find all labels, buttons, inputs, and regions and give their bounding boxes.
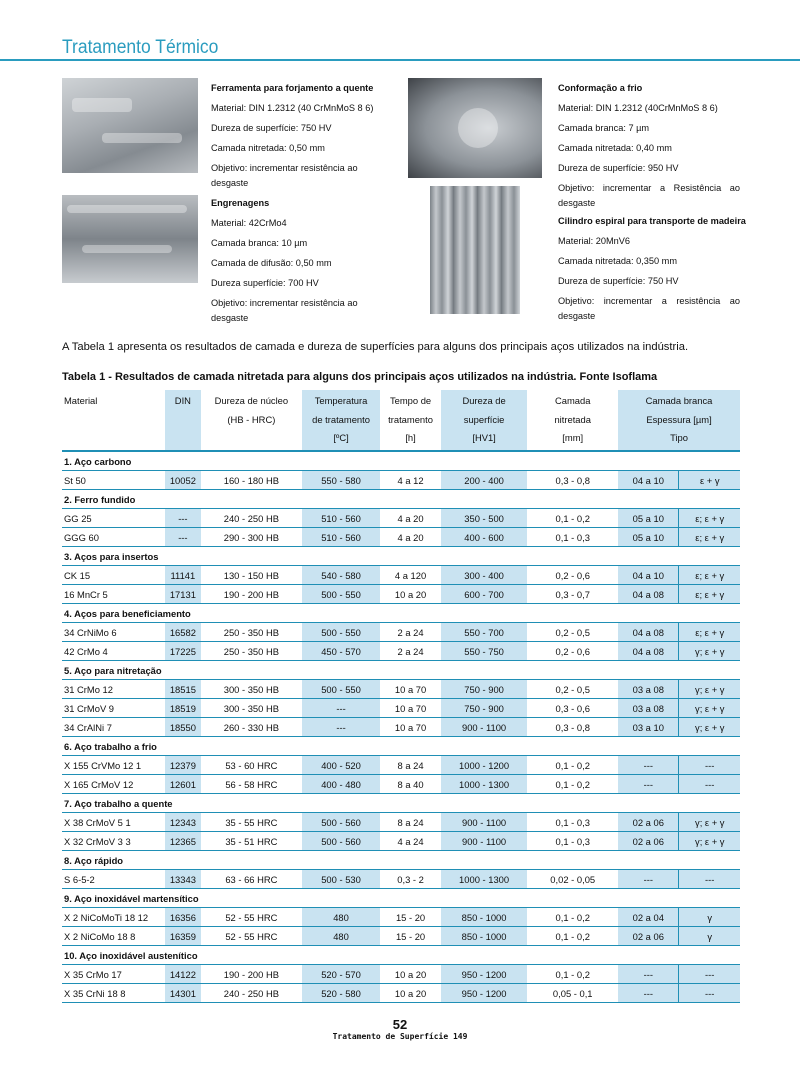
table-cell: 950 - 1200	[441, 984, 528, 1003]
table-cell: 1000 - 1300	[441, 870, 528, 889]
table-cell: 0,1 - 0,2	[527, 908, 618, 927]
table-cell: 14301	[165, 984, 201, 1003]
column-header-line: Tempo de	[389, 395, 432, 406]
table-cell: 12365	[165, 832, 201, 851]
table-row	[62, 699, 740, 718]
table-cell: 500 - 550	[302, 585, 381, 604]
table-cell: 300 - 400	[441, 566, 528, 585]
table-row	[62, 680, 740, 699]
column-header-line: Dureza de	[462, 395, 506, 406]
column-header-line: superfície	[463, 413, 505, 425]
table-cell: 0,1 - 0,3	[527, 832, 618, 851]
table-cell: 10 a 70	[380, 718, 440, 737]
table-cell: 160 - 180 HB	[201, 471, 302, 490]
table-cell: 16 MnCr 5	[62, 585, 165, 604]
table-cell: 8 a 24	[380, 756, 440, 775]
table-cell: 18515	[165, 680, 201, 699]
table-cell: ---	[678, 756, 740, 775]
table-cell: 15 - 20	[380, 927, 440, 946]
table-cell: GGG 60	[62, 528, 165, 547]
section-line: Camada nitretada: 0,50 mm	[211, 143, 325, 153]
table-cell: 31 CrMoV 9	[62, 699, 165, 718]
group-title: 10. Aço inoxidável austenítico	[62, 946, 740, 965]
table-cell: 34 CrAlNi 7	[62, 718, 165, 737]
column-header-line: Temperatura	[314, 395, 368, 406]
column-header-line: de tratamento	[312, 413, 370, 425]
table-cell: 0,2 - 0,6	[527, 566, 618, 585]
header-rule	[0, 59, 800, 61]
table-cell: X 38 CrMoV 5 1	[62, 813, 165, 832]
table-cell: 52 - 55 HRC	[201, 927, 302, 946]
table-cell: CK 15	[62, 566, 165, 585]
spiral-cylinder-photo	[430, 186, 520, 314]
section-line: Dureza de superfície: 950 HV	[558, 163, 679, 173]
section-line: Dureza de superfície: 750 HV	[211, 123, 332, 133]
table-cell: 190 - 200 HB	[201, 965, 302, 984]
table-cell: 550 - 750	[441, 642, 528, 661]
table-cell: γ; ε + γ	[678, 832, 740, 851]
table-cell: 34 CrNiMo 6	[62, 623, 165, 642]
table-row	[62, 623, 740, 642]
table-cell: 15 - 20	[380, 908, 440, 927]
nitriding-results-table	[62, 390, 740, 1003]
column-header	[380, 390, 440, 452]
table-group-row	[62, 661, 740, 680]
group-title: 1. Aço carbono	[62, 452, 740, 471]
table-row	[62, 908, 740, 927]
group-title: 7. Aço trabalho a quente	[62, 794, 740, 813]
table-group-row	[62, 490, 740, 509]
table-cell: 260 - 330 HB	[201, 718, 302, 737]
group-title: 5. Aço para nitretação	[62, 661, 740, 680]
table-group-row	[62, 851, 740, 870]
table-cell: X 2 NiCoMo 18 8	[62, 927, 165, 946]
table-cell: 0,1 - 0,2	[527, 965, 618, 984]
section-line: Material: 42CrMo4	[211, 218, 287, 228]
table-cell: 900 - 1100	[441, 718, 528, 737]
table-cell: 0,1 - 0,2	[527, 756, 618, 775]
section-objective: Objetivo: incrementar resistência ao desgaste	[211, 163, 358, 188]
table-cell: 52 - 55 HRC	[201, 908, 302, 927]
table-cell: 400 - 520	[302, 756, 381, 775]
table-cell: γ; ε + γ	[678, 680, 740, 699]
table-cell: S 6-5-2	[62, 870, 165, 889]
table-cell: X 2 NiCoMoTi 18 12	[62, 908, 165, 927]
table-cell: 05 a 10	[618, 528, 678, 547]
column-header-line: Material	[64, 395, 98, 406]
table-row	[62, 718, 740, 737]
table-cell: ---	[618, 965, 678, 984]
table-cell: 31 CrMo 12	[62, 680, 165, 699]
section-title: Engrenagens	[211, 198, 270, 208]
table-cell: 10 a 70	[380, 680, 440, 699]
table-cell: 63 - 66 HRC	[201, 870, 302, 889]
section-cold-forming	[558, 78, 740, 213]
column-header	[618, 390, 740, 452]
group-title: 3. Aços para insertos	[62, 547, 740, 566]
table-cell: 350 - 500	[441, 509, 528, 528]
table-cell: 10052	[165, 471, 201, 490]
table-cell: 0,2 - 0,5	[527, 680, 618, 699]
table-cell: 0,3 - 2	[380, 870, 440, 889]
table-cell: 510 - 560	[302, 509, 381, 528]
table-row	[62, 642, 740, 661]
table-cell: γ	[678, 908, 740, 927]
column-header	[62, 390, 165, 452]
section-line: Camada de difusão: 0,50 mm	[211, 258, 332, 268]
table-cell: 250 - 350 HB	[201, 623, 302, 642]
table-cell: 290 - 300 HB	[201, 528, 302, 547]
table-cell: 200 - 400	[441, 471, 528, 490]
section-line: Camada nitretada: 0,350 mm	[558, 256, 677, 266]
table-cell: 520 - 570	[302, 965, 381, 984]
table-cell: 190 - 200 HB	[201, 585, 302, 604]
intro-paragraph: A Tabela 1 apresenta os resultados de camada e dureza de superfícies para alguns dos principais aços utilizados na indústria.	[62, 341, 689, 353]
table-cell: 53 - 60 HRC	[201, 756, 302, 775]
section-title: Ferramenta para forjamento a quente	[211, 83, 374, 93]
table-cell: 8 a 24	[380, 813, 440, 832]
section-objective: Objetivo: incrementar a Resistência ao desgaste	[558, 183, 740, 208]
table-cell: ---	[618, 775, 678, 794]
table-cell: 11141	[165, 566, 201, 585]
table-row	[62, 927, 740, 946]
table-row	[62, 870, 740, 889]
section-line: Camada branca: 10 µm	[211, 238, 308, 248]
table-cell: 4 a 120	[380, 566, 440, 585]
table-cell: 600 - 700	[441, 585, 528, 604]
table-cell: 16582	[165, 623, 201, 642]
table-cell: 04 a 08	[618, 585, 678, 604]
table-cell: 4 a 12	[380, 471, 440, 490]
table-cell: 500 - 560	[302, 832, 381, 851]
cold-forming-photo	[408, 78, 542, 178]
table-cell: X 165 CrMoV 12	[62, 775, 165, 794]
table-cell: 12601	[165, 775, 201, 794]
column-header	[165, 390, 201, 452]
table-cell: 550 - 700	[441, 623, 528, 642]
column-header	[302, 390, 381, 452]
table-cell: ε; ε + γ	[678, 585, 740, 604]
table-cell: 0,3 - 0,7	[527, 585, 618, 604]
column-header-line: nitretada	[554, 413, 591, 425]
table-cell: ---	[678, 965, 740, 984]
section-line: Camada branca: 7 µm	[558, 123, 650, 133]
table-row	[62, 471, 740, 490]
table-cell: 510 - 560	[302, 528, 381, 547]
table-cell: 18519	[165, 699, 201, 718]
table-cell: GG 25	[62, 509, 165, 528]
table-cell: 10 a 20	[380, 965, 440, 984]
column-header	[201, 390, 302, 452]
table-cell: 12379	[165, 756, 201, 775]
table-group-row	[62, 946, 740, 965]
table-cell: 02 a 06	[618, 832, 678, 851]
table-cell: 35 - 55 HRC	[201, 813, 302, 832]
table-cell: 0,05 - 0,1	[527, 984, 618, 1003]
table-cell: 450 - 570	[302, 642, 381, 661]
table-cell: 1000 - 1200	[441, 756, 528, 775]
table-cell: 10 a 70	[380, 699, 440, 718]
table-cell: γ; ε + γ	[678, 699, 740, 718]
section-line: Material: DIN 1.2312 (40 CrMnMoS 8 6)	[211, 103, 374, 113]
table-cell: 0,02 - 0,05	[527, 870, 618, 889]
group-title: 4. Aços para beneficiamento	[62, 604, 740, 623]
table-cell: 0,1 - 0,3	[527, 528, 618, 547]
section-spiral-cylinder	[558, 211, 746, 326]
table-cell: γ	[678, 927, 740, 946]
section-line: Material: DIN 1.2312 (40CrMnMoS 8 6)	[558, 103, 718, 113]
table-cell: 04 a 08	[618, 642, 678, 661]
table-cell: 480	[302, 927, 381, 946]
table-cell: 13343	[165, 870, 201, 889]
table-cell: 900 - 1100	[441, 813, 528, 832]
table-group-row	[62, 604, 740, 623]
table-cell: 520 - 580	[302, 984, 381, 1003]
table-cell: ---	[678, 870, 740, 889]
column-header-line: DIN	[174, 395, 191, 406]
group-title: 2. Ferro fundido	[62, 490, 740, 509]
table-cell: 250 - 350 HB	[201, 642, 302, 661]
table-cell: 17131	[165, 585, 201, 604]
table-cell: 0,2 - 0,6	[527, 642, 618, 661]
group-title: 6. Aço trabalho a frio	[62, 737, 740, 756]
table-cell: ---	[165, 509, 201, 528]
gears-photo	[62, 195, 198, 283]
page-number: 52	[392, 1017, 408, 1032]
section-line: Camada nitretada: 0,40 mm	[558, 143, 672, 153]
table-cell: 10 a 20	[380, 585, 440, 604]
table-cell: ε; ε + γ	[678, 623, 740, 642]
table-cell: 03 a 10	[618, 718, 678, 737]
table-cell: 14122	[165, 965, 201, 984]
table-cell: 850 - 1000	[441, 927, 528, 946]
table-cell: γ; ε + γ	[678, 718, 740, 737]
table-row	[62, 965, 740, 984]
table-cell: 4 a 20	[380, 509, 440, 528]
table-cell: ---	[302, 718, 381, 737]
table-cell: 02 a 06	[618, 927, 678, 946]
table-group-row	[62, 737, 740, 756]
table-cell: 1000 - 1300	[441, 775, 528, 794]
table-cell: X 35 CrNi 18 8	[62, 984, 165, 1003]
table-cell: 0,1 - 0,2	[527, 927, 618, 946]
table-cell: 540 - 580	[302, 566, 381, 585]
table-cell: X 155 CrVMo 12 1	[62, 756, 165, 775]
table-cell: 0,1 - 0,2	[527, 509, 618, 528]
table-row	[62, 756, 740, 775]
table-cell: 0,3 - 0,8	[527, 471, 618, 490]
table-cell: 02 a 06	[618, 813, 678, 832]
table-cell: 56 - 58 HRC	[201, 775, 302, 794]
table-row	[62, 585, 740, 604]
table-cell: γ; ε + γ	[678, 813, 740, 832]
table-cell: ---	[678, 984, 740, 1003]
page-header	[0, 0, 800, 62]
table-cell: 4 a 24	[380, 832, 440, 851]
table-cell: 0,3 - 0,8	[527, 718, 618, 737]
table-cell: 480	[302, 908, 381, 927]
column-header	[441, 390, 528, 452]
table-cell: 500 - 530	[302, 870, 381, 889]
table-cell: 18550	[165, 718, 201, 737]
group-title: 9. Aço inoxidável martensítico	[62, 889, 740, 908]
table-cell: 03 a 08	[618, 680, 678, 699]
column-header-line: (HB - HRC)	[227, 413, 276, 425]
page-title: Tratamento Térmico	[62, 37, 219, 58]
section-objective: Objetivo: incrementar resistência ao desgaste	[211, 298, 358, 323]
table-row	[62, 984, 740, 1003]
table-cell: 42 CrMo 4	[62, 642, 165, 661]
table-cell: 900 - 1100	[441, 832, 528, 851]
table-cell: 300 - 350 HB	[201, 680, 302, 699]
table-cell: 04 a 08	[618, 623, 678, 642]
table-cell: ε + γ	[678, 471, 740, 490]
publication-name: Tratamento de Superfície 149	[332, 1032, 468, 1041]
table-group-row	[62, 547, 740, 566]
table-cell: 0,3 - 0,6	[527, 699, 618, 718]
table-cell: ε; ε + γ	[678, 528, 740, 547]
column-header-line: Tipo	[670, 432, 688, 443]
table-cell: 0,1 - 0,3	[527, 813, 618, 832]
section-forging-tool	[211, 78, 374, 193]
table-cell: 550 - 580	[302, 471, 381, 490]
table-cell: 4 a 20	[380, 528, 440, 547]
table-cell: X 32 CrMoV 3 3	[62, 832, 165, 851]
table-group-row	[62, 452, 740, 471]
table-cell: 16359	[165, 927, 201, 946]
table-cell: 04 a 10	[618, 471, 678, 490]
table-cell: 12343	[165, 813, 201, 832]
table-cell: 240 - 250 HB	[201, 984, 302, 1003]
table-cell: ---	[618, 756, 678, 775]
table-cell: 2 a 24	[380, 623, 440, 642]
table-cell: 500 - 550	[302, 623, 381, 642]
section-line: Dureza superfície: 700 HV	[211, 278, 319, 288]
table-cell: 16356	[165, 908, 201, 927]
section-line: Dureza de superfície: 750 HV	[558, 276, 679, 286]
table-row	[62, 509, 740, 528]
section-title: Cilindro espiral para transporte de madeira	[558, 216, 746, 226]
table-cell: 0,2 - 0,5	[527, 623, 618, 642]
table-cell: St 50	[62, 471, 165, 490]
table-row	[62, 832, 740, 851]
table-row	[62, 528, 740, 547]
table-cell: 17225	[165, 642, 201, 661]
table-cell: 750 - 900	[441, 699, 528, 718]
column-header-line: [mm]	[562, 432, 584, 443]
column-header-line: [h]	[405, 432, 416, 443]
table-cell: 8 a 40	[380, 775, 440, 794]
table-cell: 500 - 550	[302, 680, 381, 699]
column-header-line: Camada	[555, 395, 591, 406]
table-cell: ---	[618, 984, 678, 1003]
table-cell: 130 - 150 HB	[201, 566, 302, 585]
section-title: Conformação a frio	[558, 83, 643, 93]
table-cell: ε; ε + γ	[678, 566, 740, 585]
column-header-line: Camada branca	[645, 395, 713, 406]
table-cell: 400 - 480	[302, 775, 381, 794]
table-cell: ε; ε + γ	[678, 509, 740, 528]
table-group-row	[62, 889, 740, 908]
section-objective: Objetivo: incrementar a resistência ao desgaste	[558, 296, 740, 321]
forging-tool-photo	[62, 78, 198, 173]
table-cell: ---	[165, 528, 201, 547]
table-cell: 950 - 1200	[441, 965, 528, 984]
column-header-line: tratamento	[388, 413, 433, 425]
table-cell: 240 - 250 HB	[201, 509, 302, 528]
table-cell: ---	[618, 870, 678, 889]
table-cell: 05 a 10	[618, 509, 678, 528]
table-caption: Tabela 1 - Resultados de camada nitretada para alguns dos principais aços utilizados na indústria. Fonte Isoflama	[62, 371, 658, 383]
table-cell: ---	[302, 699, 381, 718]
table-row	[62, 566, 740, 585]
table-cell: 02 a 04	[618, 908, 678, 927]
column-header	[527, 390, 618, 452]
section-line: Material: 20MnV6	[558, 236, 631, 246]
column-header-line: Dureza de núcleo	[214, 395, 289, 406]
table-cell: γ; ε + γ	[678, 642, 740, 661]
table-cell: X 35 CrMo 17	[62, 965, 165, 984]
table-cell: 35 - 51 HRC	[201, 832, 302, 851]
column-header-line: [ºC]	[333, 432, 349, 443]
table-cell: 10 a 20	[380, 984, 440, 1003]
table-cell: 04 a 10	[618, 566, 678, 585]
column-header-line: [HV1]	[472, 432, 496, 443]
table-cell: 300 - 350 HB	[201, 699, 302, 718]
column-header-line: Espessura [µm]	[646, 413, 712, 425]
table-cell: 03 a 08	[618, 699, 678, 718]
table-cell: 0,1 - 0,2	[527, 775, 618, 794]
table-cell: 850 - 1000	[441, 908, 528, 927]
table-cell: 500 - 560	[302, 813, 381, 832]
table-group-row	[62, 794, 740, 813]
table-header-row	[62, 390, 740, 452]
table-cell: 2 a 24	[380, 642, 440, 661]
table-row	[62, 813, 740, 832]
section-gears	[211, 193, 371, 328]
page-footer	[0, 1017, 800, 1041]
table-cell: 750 - 900	[441, 680, 528, 699]
table-cell: ---	[678, 775, 740, 794]
table-cell: 400 - 600	[441, 528, 528, 547]
group-title: 8. Aço rápido	[62, 851, 740, 870]
table-row	[62, 775, 740, 794]
